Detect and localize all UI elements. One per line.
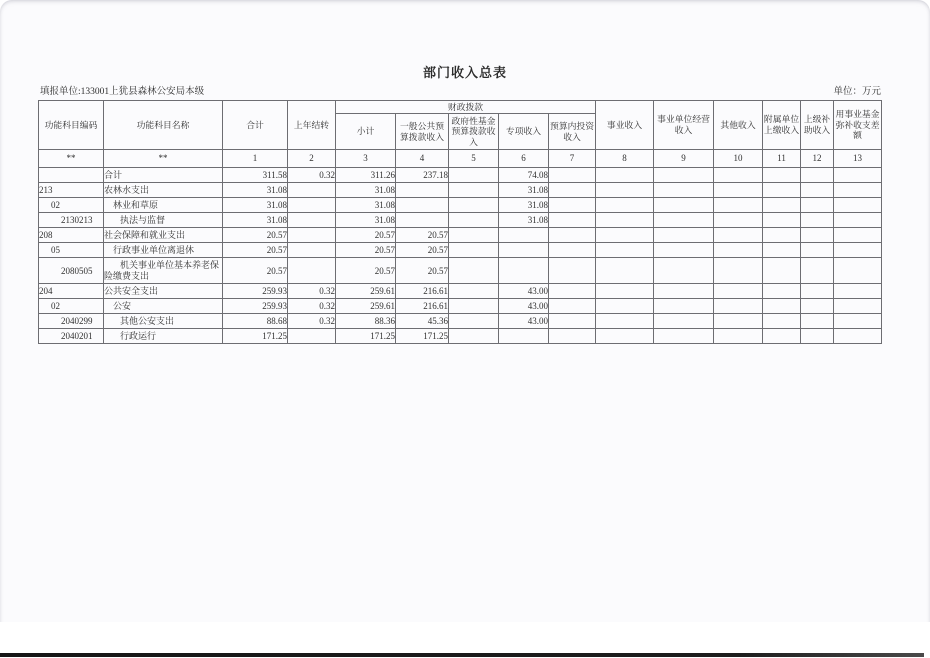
cell-value [654, 228, 714, 243]
col-header-business-operating-income: 事业单位经营收入 [654, 101, 714, 150]
cell-value [714, 299, 763, 314]
row-name: 执法与监督 [104, 213, 223, 228]
cell-value [714, 243, 763, 258]
cell-value: 20.57 [396, 258, 449, 284]
cell-value [549, 329, 596, 344]
cell-value [763, 243, 801, 258]
cell-value [288, 228, 336, 243]
cell-value [449, 329, 499, 344]
cell-value: 88.68 [223, 314, 288, 329]
cell-value [449, 183, 499, 198]
row-name: 社会保障和就业支出 [104, 228, 223, 243]
cell-value [763, 228, 801, 243]
col-header-operating-income: 事业收入 [596, 101, 654, 150]
cell-value [714, 284, 763, 299]
cell-value [499, 243, 549, 258]
index-cell: 2 [288, 150, 336, 168]
cell-value [654, 168, 714, 183]
row-name: 公安 [104, 299, 223, 314]
col-header-carryover: 上年结转 [288, 101, 336, 150]
cell-value: 20.57 [336, 258, 396, 284]
table-row [39, 168, 882, 183]
cell-value [834, 258, 882, 284]
index-cell: 5 [449, 150, 499, 168]
index-cell: 10 [714, 150, 763, 168]
cell-value: 20.57 [336, 228, 396, 243]
col-header-special-income: 专项收入 [499, 114, 549, 150]
cell-value [714, 228, 763, 243]
cell-value: 43.00 [499, 314, 549, 329]
cell-value: 259.93 [223, 284, 288, 299]
cell-value: 43.00 [499, 299, 549, 314]
index-cell: 13 [834, 150, 882, 168]
cell-value: 31.08 [499, 198, 549, 213]
table-row [39, 329, 882, 344]
row-code: 02 [39, 299, 104, 314]
row-code [39, 168, 104, 183]
cell-value [801, 329, 834, 344]
cell-value: 0.32 [288, 299, 336, 314]
cell-value: 45.36 [396, 314, 449, 329]
cell-value: 31.08 [223, 198, 288, 213]
cell-value [499, 258, 549, 284]
row-code: 02 [39, 198, 104, 213]
cell-value [763, 183, 801, 198]
cell-value: 311.58 [223, 168, 288, 183]
cell-value: 171.25 [336, 329, 396, 344]
scan-bottom-edge [0, 653, 924, 657]
cell-value: 31.08 [336, 213, 396, 228]
cell-value [596, 299, 654, 314]
cell-value: 43.00 [499, 284, 549, 299]
cell-value [834, 198, 882, 213]
index-cell: ** [39, 150, 104, 168]
table-row [39, 243, 882, 258]
cell-value: 74.08 [499, 168, 549, 183]
cell-value [288, 243, 336, 258]
cell-value [834, 299, 882, 314]
cell-value [596, 284, 654, 299]
index-cell: 4 [396, 150, 449, 168]
cell-value [449, 258, 499, 284]
cell-value: 31.08 [223, 213, 288, 228]
row-name: 公共安全支出 [104, 284, 223, 299]
cell-value [596, 228, 654, 243]
cell-value [834, 168, 882, 183]
cell-value [499, 228, 549, 243]
cell-value [834, 228, 882, 243]
cell-value [396, 183, 449, 198]
cell-value: 171.25 [396, 329, 449, 344]
cell-value [396, 198, 449, 213]
cell-value [396, 213, 449, 228]
cell-value [449, 168, 499, 183]
row-name: 行政运行 [104, 329, 223, 344]
cell-value: 31.08 [499, 183, 549, 198]
col-header-total: 合计 [223, 101, 288, 150]
cell-value [449, 213, 499, 228]
cell-value: 311.26 [336, 168, 396, 183]
page-title: 部门收入总表 [422, 65, 507, 80]
row-code: 204 [39, 284, 104, 299]
row-code: 2080505 [39, 258, 104, 284]
cell-value [449, 314, 499, 329]
income-summary-table [38, 100, 882, 344]
cell-value [449, 243, 499, 258]
cell-value [654, 314, 714, 329]
cell-value [654, 284, 714, 299]
cell-value [549, 258, 596, 284]
cell-value [288, 329, 336, 344]
cell-value [596, 243, 654, 258]
cell-value [288, 258, 336, 284]
index-cell: 7 [549, 150, 596, 168]
cell-value: 31.08 [499, 213, 549, 228]
cell-value [654, 243, 714, 258]
cell-value [834, 329, 882, 344]
cell-value: 20.57 [336, 243, 396, 258]
cell-value: 31.08 [336, 198, 396, 213]
cell-value [549, 228, 596, 243]
index-cell: 3 [336, 150, 396, 168]
cell-value: 31.08 [336, 183, 396, 198]
cell-value: 259.61 [336, 299, 396, 314]
index-cell: 11 [763, 150, 801, 168]
col-header-subordinate-remittance: 附属单位上缴收入 [763, 101, 801, 150]
row-code: 208 [39, 228, 104, 243]
cell-value [801, 228, 834, 243]
cell-value [714, 198, 763, 213]
row-name: 农林水支出 [104, 183, 223, 198]
cell-value [654, 299, 714, 314]
row-name: 行政事业单位离退休 [104, 243, 223, 258]
cell-value: 0.32 [288, 168, 336, 183]
cell-value [549, 213, 596, 228]
row-name: 林业和草原 [104, 198, 223, 213]
cell-value: 31.08 [223, 183, 288, 198]
cell-value [654, 213, 714, 228]
table-row [39, 284, 882, 299]
cell-value [714, 258, 763, 284]
cell-value [654, 329, 714, 344]
cell-value [763, 314, 801, 329]
cell-value: 20.57 [396, 243, 449, 258]
index-cell: 1 [223, 150, 288, 168]
cell-value [763, 329, 801, 344]
cell-value [549, 198, 596, 213]
cell-value [449, 228, 499, 243]
col-header-code: 功能科目编码 [39, 101, 104, 150]
column-index-row [39, 150, 882, 168]
index-cell: 8 [596, 150, 654, 168]
row-code: 05 [39, 243, 104, 258]
table-row [39, 228, 882, 243]
cell-value: 20.57 [223, 228, 288, 243]
row-code: 2130213 [39, 213, 104, 228]
cell-value [449, 284, 499, 299]
cell-value [801, 299, 834, 314]
unit-note-label: 单位：万元 [833, 87, 881, 97]
cell-value [549, 299, 596, 314]
col-header-general-public-budget: 一般公共预算拨款收入 [396, 114, 449, 150]
row-name: 合计 [104, 168, 223, 183]
cell-value [763, 299, 801, 314]
cell-value [801, 314, 834, 329]
cell-value: 259.93 [223, 299, 288, 314]
cell-value [596, 329, 654, 344]
cell-value [714, 329, 763, 344]
cell-value: 171.25 [223, 329, 288, 344]
col-header-superior-subsidy: 上级补助收入 [801, 101, 834, 150]
cell-value [801, 213, 834, 228]
cell-value: 20.57 [223, 243, 288, 258]
cell-value [714, 168, 763, 183]
index-cell: ** [104, 150, 223, 168]
table-body [39, 168, 882, 344]
col-header-government-fund-budget: 政府性基金预算拨款收入 [449, 114, 499, 150]
cell-value [801, 183, 834, 198]
cell-value [288, 198, 336, 213]
cell-value [834, 183, 882, 198]
cell-value: 20.57 [396, 228, 449, 243]
cell-value [714, 213, 763, 228]
row-name: 机关事业单位基本养老保险缴费支出 [104, 258, 223, 284]
cell-value [549, 168, 596, 183]
cell-value [763, 258, 801, 284]
col-header-other-income: 其他收入 [714, 101, 763, 150]
cell-value [714, 183, 763, 198]
table-row [39, 198, 882, 213]
table-row [39, 258, 882, 284]
cell-value [714, 314, 763, 329]
table-header [39, 101, 882, 168]
cell-value [654, 183, 714, 198]
col-header-fund-balance: 用事业基金弥补收支差额 [834, 101, 882, 150]
cell-value [801, 258, 834, 284]
col-header-subtotal: 小计 [336, 114, 396, 150]
cell-value [549, 243, 596, 258]
cell-value: 20.57 [223, 258, 288, 284]
cell-value [763, 168, 801, 183]
cell-value [654, 198, 714, 213]
cell-value [596, 198, 654, 213]
table-row [39, 299, 882, 314]
cell-value: 0.32 [288, 284, 336, 299]
cell-value [801, 168, 834, 183]
cell-value [288, 183, 336, 198]
cell-value [801, 284, 834, 299]
table-row [39, 213, 882, 228]
cell-value: 216.61 [396, 299, 449, 314]
col-header-name: 功能科目名称 [104, 101, 223, 150]
cell-value [596, 213, 654, 228]
table-row [39, 183, 882, 198]
index-cell: 6 [499, 150, 549, 168]
cell-value [834, 243, 882, 258]
cell-value [449, 299, 499, 314]
cell-value [654, 258, 714, 284]
cell-value [596, 314, 654, 329]
row-code: 2040299 [39, 314, 104, 329]
col-header-in-budget-investment: 预算内投资收入 [549, 114, 596, 150]
cell-value [499, 329, 549, 344]
cell-value [801, 243, 834, 258]
cell-value [834, 314, 882, 329]
cell-value [549, 284, 596, 299]
cell-value [834, 213, 882, 228]
cell-value [549, 183, 596, 198]
cell-value [763, 284, 801, 299]
cell-value: 88.36 [336, 314, 396, 329]
cell-value: 237.18 [396, 168, 449, 183]
cell-value [834, 284, 882, 299]
index-cell: 9 [654, 150, 714, 168]
cell-value: 0.32 [288, 314, 336, 329]
row-code: 2040201 [39, 329, 104, 344]
cell-value [763, 198, 801, 213]
cell-value [596, 183, 654, 198]
cell-value: 216.61 [396, 284, 449, 299]
table-row [39, 314, 882, 329]
cell-value [288, 213, 336, 228]
cell-value [449, 198, 499, 213]
cell-value [596, 258, 654, 284]
row-code: 213 [39, 183, 104, 198]
row-name: 其他公安支出 [104, 314, 223, 329]
cell-value [596, 168, 654, 183]
cell-value [801, 198, 834, 213]
index-cell: 12 [801, 150, 834, 168]
cell-value [763, 213, 801, 228]
cell-value: 259.61 [336, 284, 396, 299]
report-unit-label: 填报单位:133001上犹县森林公安局本级 [40, 87, 205, 97]
col-group-fiscal-appropriation: 财政拨款 [336, 101, 596, 114]
meta-row [40, 83, 881, 97]
cell-value [549, 314, 596, 329]
